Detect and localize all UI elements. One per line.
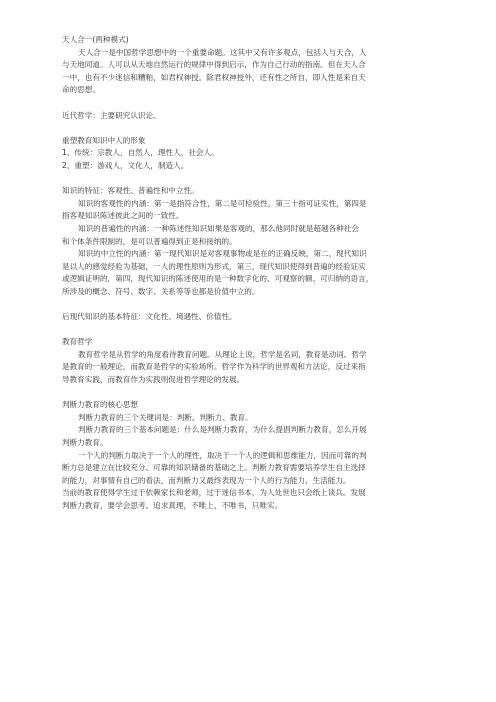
document-section — [62, 110, 442, 123]
text-line: 知识的中立性的内涵：第一现代知识是对客观事物或是在的正确反映，第二，现代知识 — [78, 249, 367, 259]
document-page — [62, 34, 442, 513]
text-line: 和个体条件限制的，是可以普遍得到正是和接纳的。 — [62, 236, 237, 246]
paragraph-gap — [62, 324, 442, 337]
text-line: 1、传统：宗教人，自然人，理性人，社会人。 — [62, 148, 219, 158]
paragraph-gap — [62, 298, 442, 311]
section-heading-line: 教育哲学 — [62, 337, 93, 347]
document-section — [62, 336, 442, 386]
text-line: 一个人的判断力取决于一个人的理性，取决于一个人的逻辑和思维能力，因而可靠的判 — [78, 450, 367, 460]
text-line: 当前的教育使得学生过于依赖家长和老师，过于迷信书本，为人处世也只会纸上谈兵。发展 — [62, 488, 366, 498]
text-line: 是教育的一般理论，而教育是哲学的实验场所。哲学作为科学的世界观和方法论，反过来指 — [62, 362, 366, 372]
section-heading-line: 近代哲学：主要研究认识论。 — [62, 110, 161, 120]
text-line: 所涉及的概念、符号、数字、关系等等也都是价值中立的。 — [62, 286, 260, 296]
document-section — [62, 311, 442, 324]
paragraph-gap — [62, 122, 442, 135]
text-line: 教育哲学是从哲学的角度看待教育问题。从理论上说，哲学是名词，教育是动词。哲学 — [78, 349, 367, 359]
document-section — [62, 399, 442, 512]
section-heading-line: 后现代知识的基本特征：文化性、境遇性、价值性。 — [62, 312, 237, 322]
text-line: 或逻辑证明的，第四，现代知识的陈述使用的是一种数字化的、可观察的额、可归纳的语言， — [62, 274, 374, 284]
text-line: 判断力教育。 — [62, 438, 108, 447]
section-heading-line: 判断力教育的核心思想 — [62, 400, 138, 410]
section-heading-line: 重塑教育知识中人的形象 — [62, 135, 146, 145]
text-line: 导教育实践，而教育作为实践则促进哲学理论的发展。 — [62, 375, 245, 385]
paragraph-gap — [62, 97, 442, 110]
text-line: 知识的客观性的内涵：第一是指符合性，第二是可检验性，第三十指可证实性，第四是 — [78, 198, 367, 208]
text-line: 一中，也有不少迷信和糟粕，如君权神授。除君权神授外，还有性之所自，即人性是来自天 — [62, 72, 366, 82]
document-section — [62, 135, 442, 173]
document-section — [62, 34, 442, 97]
text-line: 与天地同道。人可以从天地自然运行的规律中得到启示，作为自己行动的指南。但在天人合 — [62, 60, 366, 70]
text-line: 的能力，对事情有自己的看法，而判断力又最终表现为一个人的行为能力、生活能力。 — [62, 475, 351, 485]
text-line: 2、重塑：游戏人，文化人，制造人。 — [62, 160, 189, 170]
text-line: 判断力教育的三个基本问题是：什么是判断力教育，为什么提倡判断力教育，怎么开展 — [78, 425, 367, 435]
section-heading-line: 知识的特征：客观性、普遍性和中立性。 — [62, 186, 199, 196]
text-line: 是以人的感觉经验为基础，一人的理性原则为形式，第三，现代知识使得到普遍的经验证实 — [62, 261, 366, 271]
text-line: 断力总是建立在比较充分、可靠的知识储备的基础之上。判断力教育需要培养学生自主选择 — [62, 463, 366, 473]
text-line: 知识的普遍性的内涵：一种陈述性知识如果是客观的，那么他同时就是超越各种社会 — [78, 223, 359, 233]
text-line: 判断力教育的三个关键词是：判断、判断力、教育。 — [78, 412, 253, 422]
text-line: 指客观知识陈述彼此之间的一致性。 — [62, 211, 184, 221]
document-section — [62, 185, 442, 298]
text-line: 命的思想。 — [62, 85, 100, 95]
text-line: 天人合一是中国哲学思想中的一个重要命题。这其中又有许多观点，包括人与天合，人 — [78, 47, 367, 57]
paragraph-gap — [62, 387, 442, 400]
section-heading-line: 天人合一(两种模式) — [62, 35, 129, 44]
paragraph-gap — [62, 173, 442, 186]
text-line: 判断力教育，要学会思考。追求真理，不唯上，不唯书，只唯实。 — [62, 500, 283, 510]
